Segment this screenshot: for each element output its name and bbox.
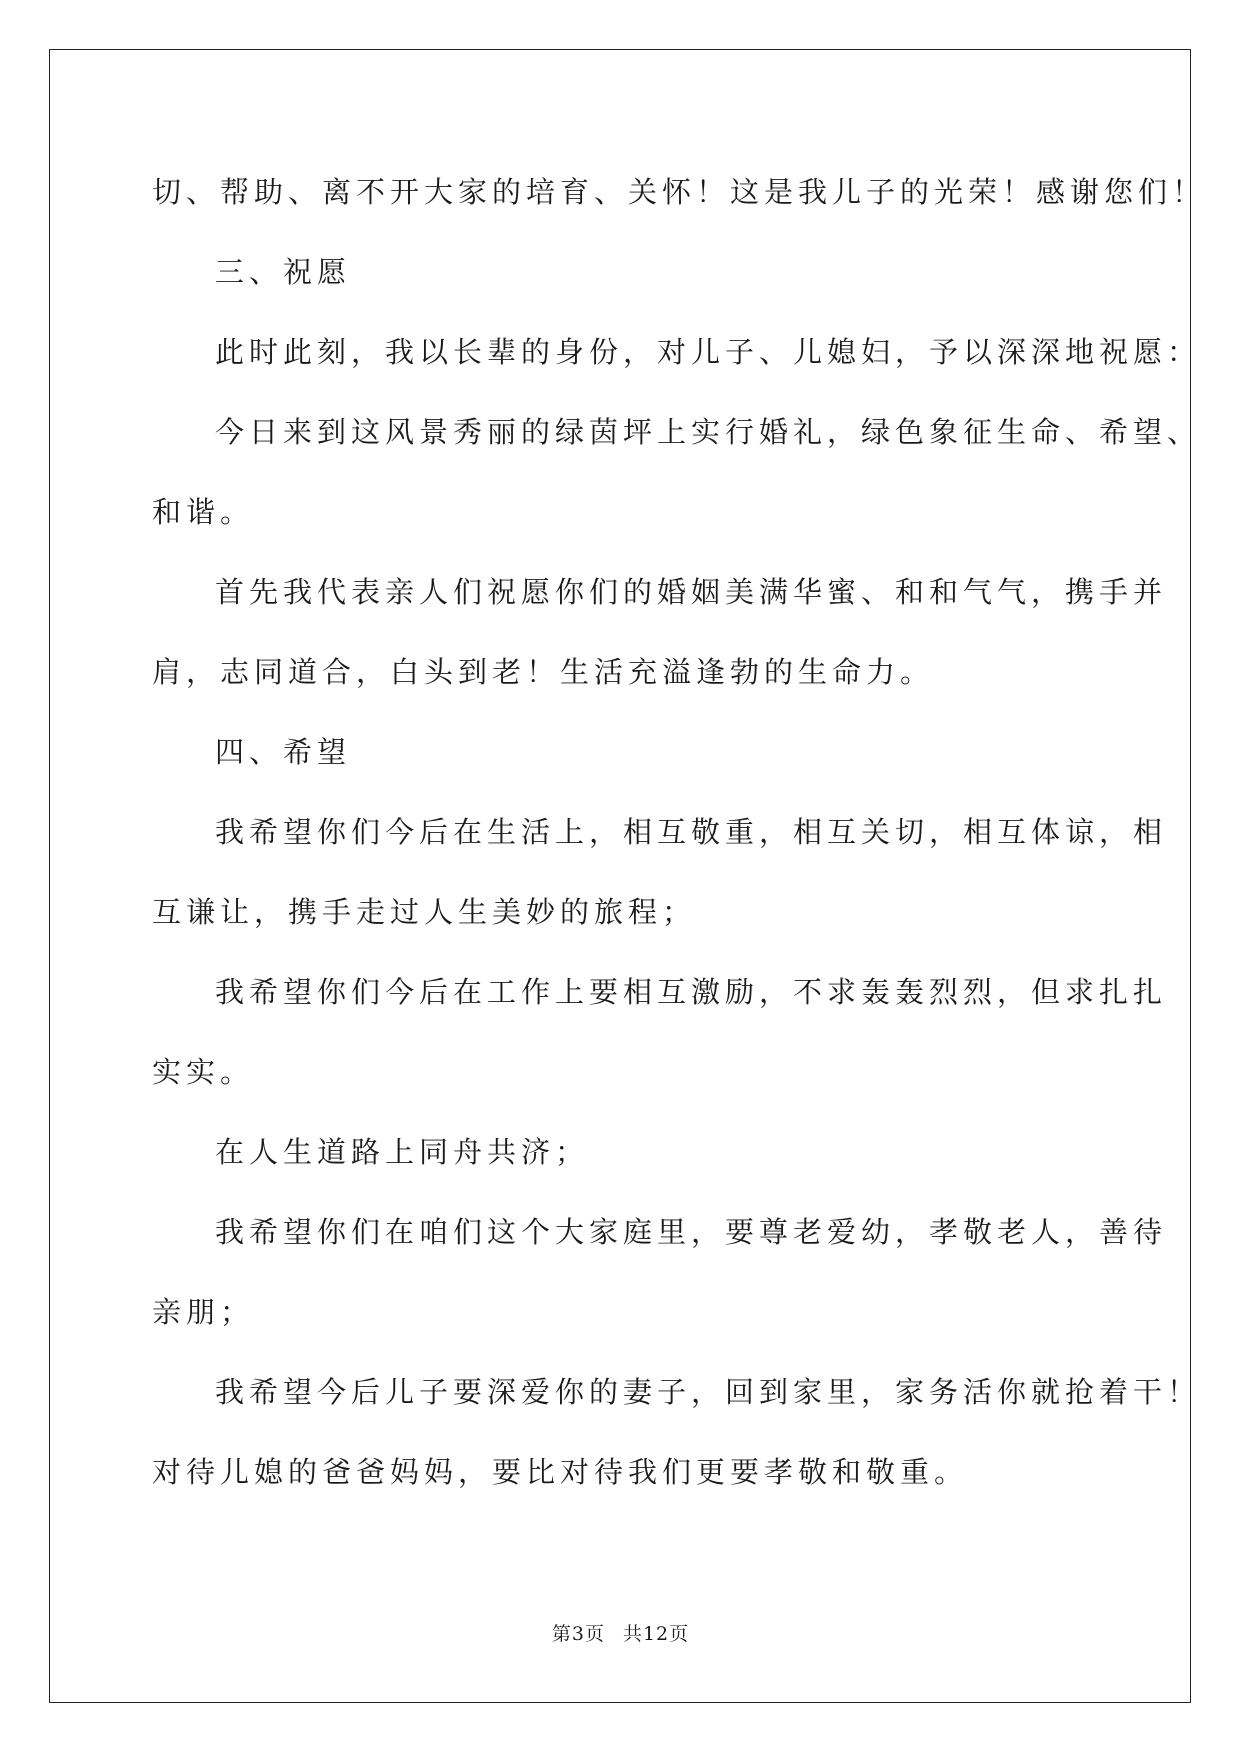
body-line-9: 我希望你们今后在生活上，相互敬重，相互关切，相互体谅，相 (215, 815, 1168, 849)
body-line-7: 肩，志同道合，白头到老！生活充溢逢勃的生命力。 (152, 655, 935, 689)
body-line-13: 在人生道路上同舟共济； (215, 1135, 590, 1169)
body-line-5: 和谐。 (152, 495, 255, 529)
body-line-1: 切、帮助、离不开大家的培育、关怀！这是我儿子的光荣！感谢您们！ (152, 175, 1207, 209)
body-line-14: 我希望你们在咱们这个大家庭里，要尊老爱幼，孝敬老人，善待 (215, 1215, 1168, 1249)
body-line-6: 首先我代表亲人们祝愿你们的婚姻美满华蜜、和和气气，携手并 (215, 575, 1168, 609)
page-number: 第3页 (551, 1623, 605, 1645)
body-line-17: 对待儿媳的爸爸妈妈，要比对待我们更要孝敬和敬重。 (152, 1455, 969, 1489)
section-heading-blessing: 三、祝愿 (215, 255, 352, 289)
body-line-11: 我希望你们今后在工作上要相互激励，不求轰轰烈烈，但求扎扎 (215, 975, 1168, 1009)
page-footer (0, 1622, 1241, 1646)
body-line-16: 我希望今后儿子要深爱你的妻子，回到家里，家务活你就抢着干！ (215, 1375, 1202, 1409)
body-line-3: 此时此刻，我以长辈的身份，对儿子、儿媳妇，予以深深地祝愿： (215, 335, 1202, 369)
body-line-4: 今日来到这风景秀丽的绿茵坪上实行婚礼，绿色象征生命、希望、 (215, 415, 1202, 449)
page-total: 共12页 (622, 1623, 690, 1645)
body-line-12: 实实。 (152, 1055, 255, 1089)
body-line-10: 互谦让，携手走过人生美妙的旅程； (152, 895, 697, 929)
section-heading-hope: 四、希望 (215, 735, 352, 769)
body-line-15: 亲朋； (152, 1295, 255, 1329)
